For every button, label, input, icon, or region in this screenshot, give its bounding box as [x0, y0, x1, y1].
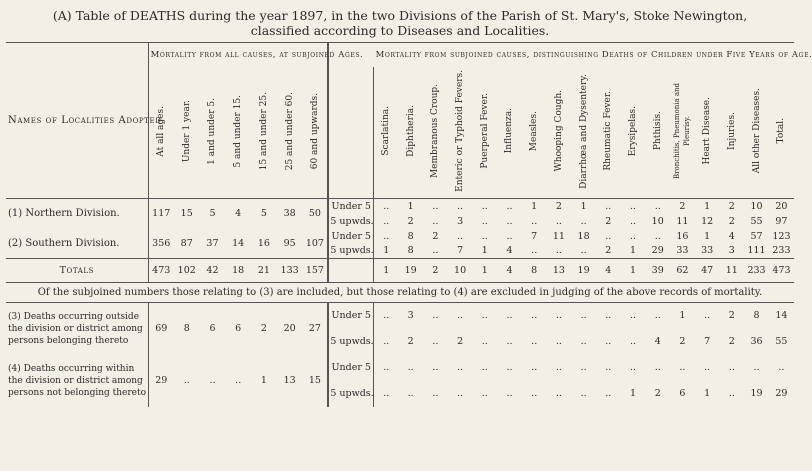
cause-column-header: Enteric or Typhoid Fevers. [455, 70, 466, 192]
age-value: 37 [206, 237, 219, 249]
cause-value: .. [580, 245, 587, 257]
cause-value: .. [679, 362, 686, 373]
total-age-value: 42 [206, 265, 219, 276]
age-value: 50 [308, 208, 321, 220]
cause-value: .. [407, 362, 414, 373]
total-age-value: 18 [232, 265, 245, 276]
cause-value: .. [481, 362, 488, 373]
cause-value: .. [506, 230, 513, 242]
cause-value: .. [432, 215, 439, 227]
cause-value: .. [374, 329, 399, 355]
cause-value: .. [629, 362, 637, 373]
cause-value: .. [481, 336, 488, 347]
cause-value: .. [432, 388, 439, 399]
cause-value: .. [457, 362, 464, 373]
cause-value: .. [374, 303, 399, 329]
cause-value: 18 [577, 230, 590, 242]
cause-column-header: Scarlatina. [374, 67, 399, 199]
cause-value: .. [481, 310, 488, 322]
cause-value: 29 [651, 245, 664, 257]
cause-column-header: Membranous Croup. [430, 83, 441, 179]
cause-value: .. [728, 388, 735, 399]
title-line-1: (A) Table of DEATHS during the year 1897, in the two Divisions of the Parish of St. Mary's, Stoke Newington, [52, 8, 748, 23]
cause-value: 233 [772, 245, 791, 257]
total-cause-value: 1 [481, 265, 488, 276]
cause-value: .. [580, 310, 587, 322]
cause-value: .. [531, 245, 538, 257]
cause-value: .. [654, 200, 661, 212]
cause-value: 6 [679, 388, 686, 399]
cause-value: .. [432, 200, 439, 212]
cause-column-header: Puerperal Fever. [479, 93, 490, 169]
cause-value: 97 [775, 215, 788, 227]
cause-value: 11 [552, 230, 565, 242]
cause-value: .. [629, 215, 637, 227]
cause-value: 55 [750, 215, 763, 227]
cause-value: .. [555, 310, 562, 322]
note-text: Of the subjoined numbers those relating to (3) are included, but those relating to (4) are excluded in judging of the above records of mortality. [37, 287, 763, 298]
age-value: 95 [283, 237, 296, 249]
cause-value: 3 [728, 245, 735, 257]
age-value: 15 [180, 208, 193, 220]
cause-value: .. [629, 310, 637, 322]
cause-value: .. [481, 388, 488, 399]
cause-value: .. [629, 230, 637, 242]
cause-value: 19 [750, 388, 763, 399]
cause-value: .. [580, 336, 587, 347]
locality-name: (4) Deaths occurring within the division or district among persons not belonging thereto [8, 363, 147, 398]
cause-value: 2 [679, 336, 686, 347]
total-cause-value: 13 [552, 265, 565, 276]
cause-value: 16 [676, 230, 689, 242]
cause-value: .. [605, 230, 612, 242]
cause-value: 2 [407, 215, 414, 227]
cause-column-header: Total. [776, 118, 787, 144]
total-cause-value: 4 [605, 265, 612, 276]
table-row [6, 229, 794, 244]
total-cause-value: 19 [577, 265, 590, 276]
cause-value: 1 [531, 200, 538, 212]
cause-value: 12 [701, 215, 714, 227]
cause-value: .. [753, 362, 760, 373]
cause-column-header: Phthisis. [652, 111, 663, 151]
age-value: 117 [148, 199, 174, 229]
cause-value: .. [506, 362, 513, 373]
cause-value: .. [580, 362, 587, 373]
cause-value: .. [531, 215, 538, 227]
cause-value: .. [704, 310, 711, 322]
total-age-value: 157 [305, 265, 324, 276]
cause-value: 1 [629, 245, 637, 257]
cause-value: .. [531, 388, 538, 399]
cause-value: 8 [407, 245, 414, 257]
cause-value: 1 [629, 388, 637, 399]
age-value: .. [183, 375, 190, 386]
total-cause-value: 11 [725, 265, 738, 276]
age-column-header: At all ages. [148, 67, 174, 199]
cause-value: .. [506, 310, 513, 322]
cause-value: 33 [701, 245, 714, 257]
cause-value: 2 [407, 336, 414, 347]
cause-value: .. [605, 362, 612, 373]
cause-value: 7 [531, 230, 538, 242]
total-cause-value: 1 [374, 259, 399, 283]
age-split-label: Under 5 [328, 355, 373, 381]
total-cause-value: 62 [676, 265, 689, 276]
age-split-label: 5 upwds. [328, 381, 373, 407]
cause-value: .. [481, 215, 488, 227]
cause-value: .. [605, 336, 612, 347]
cause-value: 10 [750, 200, 763, 212]
cause-value: 2 [728, 200, 735, 212]
age-value: 1 [260, 375, 267, 386]
total-cause-value: 19 [404, 265, 417, 276]
total-age-value: 473 [148, 259, 174, 283]
cause-value: 33 [676, 245, 689, 257]
cause-value: .. [605, 388, 612, 399]
cause-value: 11 [676, 215, 689, 227]
cause-value: 2 [679, 200, 686, 212]
cause-value: .. [481, 200, 488, 212]
locality-name: (3) Deaths occurring outside the division or district among persons belonging thereto [8, 311, 143, 346]
deaths-table [6, 42, 812, 407]
cause-value: .. [457, 310, 464, 322]
cause-column-header: Bronchitis, Pneumonia and Pleurisy. [673, 83, 692, 180]
cause-column-header: Diarrhœa and Dysentery. [578, 73, 589, 189]
cause-value: .. [432, 336, 439, 347]
cause-value: .. [605, 200, 612, 212]
total-cause-value: 1 [629, 265, 637, 276]
cause-value: 57 [750, 230, 763, 242]
cause-value: 1 [407, 200, 414, 212]
age-column-header: 15 and under 25. [258, 91, 269, 171]
cause-column-header: Influenza. [504, 108, 515, 154]
age-split-label: Under 5 [328, 303, 373, 329]
age-column-header: 25 and under 60. [284, 91, 295, 171]
cause-value: 1 [481, 245, 488, 257]
cause-value: .. [629, 336, 637, 347]
age-value: 20 [283, 323, 296, 335]
cause-value: 14 [775, 310, 788, 322]
age-value: 15 [308, 375, 321, 386]
total-cause-value: 473 [772, 265, 791, 276]
totals-label: Totals [59, 265, 95, 276]
cause-value: .. [778, 362, 785, 373]
total-cause-value: 47 [701, 265, 714, 276]
age-split-label: Under 5 [328, 229, 373, 244]
cause-value: 7 [704, 336, 711, 347]
cause-value: .. [374, 229, 399, 244]
cause-value: 8 [753, 310, 760, 322]
cause-value: .. [531, 310, 538, 322]
cause-value: .. [432, 362, 439, 373]
cause-value: .. [555, 388, 562, 399]
cause-value: .. [457, 230, 464, 242]
age-value: 107 [305, 237, 324, 249]
cause-value: .. [555, 245, 562, 257]
age-column-header: 5 and under 15. [233, 94, 244, 168]
locality-name: (2) Southern Division. [8, 237, 120, 249]
cause-column-header: Heart Disease. [702, 97, 713, 165]
total-cause-value: 233 [747, 265, 766, 276]
cause-value: .. [728, 362, 735, 373]
age-value: 14 [232, 237, 245, 249]
total-cause-value: 2 [432, 265, 439, 276]
cause-value: 4 [654, 336, 661, 347]
total-cause-value: 10 [454, 265, 467, 276]
total-cause-value: 8 [531, 265, 538, 276]
cause-value: 2 [728, 336, 735, 347]
age-value: 2 [260, 323, 267, 335]
cause-value: 2 [654, 388, 661, 399]
cause-value: 1 [704, 230, 711, 242]
table-title [0, 8, 800, 38]
cause-value: .. [481, 230, 488, 242]
cause-value: 2 [728, 215, 735, 227]
cause-column-header: Whooping Cough. [553, 90, 564, 172]
cause-value: .. [374, 355, 399, 381]
cause-value: .. [432, 245, 439, 257]
cause-value: .. [654, 310, 661, 322]
cause-value: .. [654, 362, 661, 373]
cause-value: 1 [704, 388, 711, 399]
age-value: 5 [209, 208, 216, 220]
cause-value: 10 [651, 215, 664, 227]
cause-value: .. [432, 310, 439, 322]
cause-value: 55 [775, 336, 788, 347]
totals-row [6, 259, 794, 283]
cause-column-header: Rheumatic Fever. [603, 91, 614, 171]
cause-value: 29 [775, 388, 788, 399]
cause-value: 2 [457, 336, 464, 347]
cause-value: .. [555, 362, 562, 373]
cause-value: 111 [747, 245, 766, 257]
cause-value: 4 [728, 230, 735, 242]
age-split-label: 5 upwds. [328, 329, 373, 355]
cause-column-header: Injuries. [726, 112, 737, 150]
cause-value: 3 [407, 310, 414, 322]
cause-value: 2 [432, 230, 439, 242]
all-causes-group-header: Mortality from all causes, at subjoined Ages. [148, 43, 328, 68]
cause-value: .. [580, 215, 587, 227]
cause-value: .. [374, 381, 399, 407]
age-value: 8 [183, 323, 190, 335]
cause-value: 123 [772, 230, 791, 242]
total-cause-value: 39 [651, 265, 664, 276]
localities-header: Names of Localities Adopted. [8, 115, 166, 126]
age-value: 6 [209, 323, 216, 335]
table-row [6, 199, 794, 214]
age-value: .. [209, 375, 216, 386]
cause-value: .. [506, 215, 513, 227]
age-value: 29 [148, 355, 174, 407]
cause-column-header: Diphtheria. [405, 105, 416, 157]
total-age-value: 21 [257, 265, 270, 276]
cause-value: 8 [407, 230, 414, 242]
cause-value: .. [457, 388, 464, 399]
cause-value: .. [457, 200, 464, 212]
title-line-2: classified according to Diseases and Localities. [250, 23, 550, 38]
cause-value: 3 [457, 215, 464, 227]
cause-value: .. [374, 199, 399, 214]
cause-value: .. [506, 200, 513, 212]
total-age-value: 133 [280, 265, 299, 276]
age-split-header [328, 43, 373, 199]
cause-value: .. [531, 336, 538, 347]
cause-value: 1 [704, 200, 711, 212]
cause-value: .. [531, 362, 538, 373]
age-value: .. [235, 375, 242, 386]
cause-value: .. [555, 215, 562, 227]
age-value: 16 [257, 237, 270, 249]
age-value: 6 [235, 323, 242, 335]
cause-value: 2 [555, 200, 562, 212]
age-split-label: 5 upwds. [328, 244, 373, 259]
age-value: 13 [283, 375, 296, 386]
cause-value: .. [629, 200, 637, 212]
cause-value: .. [580, 388, 587, 399]
cause-value: .. [506, 336, 513, 347]
cause-value: 20 [775, 200, 788, 212]
totals-split-empty [328, 259, 373, 283]
age-value: 38 [283, 208, 296, 220]
cause-value: 1 [580, 200, 587, 212]
age-value: 69 [148, 303, 174, 355]
age-value: 4 [235, 208, 242, 220]
age-column-header: Under 1 year. [181, 99, 192, 163]
age-value: 27 [308, 323, 321, 335]
age-value: 356 [148, 229, 174, 259]
cause-value: 1 [374, 244, 399, 259]
note-row [6, 283, 794, 303]
cause-value: .. [506, 388, 513, 399]
cause-value: .. [654, 230, 661, 242]
age-column-header: 1 and under 5. [207, 97, 218, 165]
total-cause-value: 4 [506, 265, 513, 276]
cause-value: 4 [506, 245, 513, 257]
age-split-label: 5 upwds. [330, 215, 374, 227]
cause-value: 2 [605, 215, 612, 227]
cause-column-header: Erysipelas. [628, 105, 638, 157]
cause-value: .. [407, 388, 414, 399]
cause-column-header: Measles. [529, 110, 540, 152]
cause-value: .. [704, 362, 711, 373]
cause-value: .. [374, 214, 399, 229]
cause-value: 36 [750, 336, 763, 347]
age-column-header: 60 and upwards. [309, 92, 320, 170]
locality-name: (1) Northern Division. [8, 208, 120, 220]
cause-value: .. [605, 310, 612, 322]
age-value: 5 [260, 208, 267, 220]
cause-column-header: All other Diseases. [751, 88, 762, 174]
age-value: 87 [180, 237, 193, 249]
table-row [6, 355, 794, 381]
cause-value: 1 [679, 310, 686, 322]
cause-value: .. [555, 336, 562, 347]
cause-value: 2 [728, 310, 735, 322]
age-split-label: Under 5 [328, 199, 373, 214]
children-group-header: Mortality from subjoined causes, distinguishing Deaths of Children under Five Years of Age. [375, 50, 812, 60]
cause-value: 2 [605, 245, 612, 257]
total-age-value: 102 [177, 265, 196, 276]
table-row [6, 303, 794, 329]
cause-value: 7 [457, 245, 464, 257]
